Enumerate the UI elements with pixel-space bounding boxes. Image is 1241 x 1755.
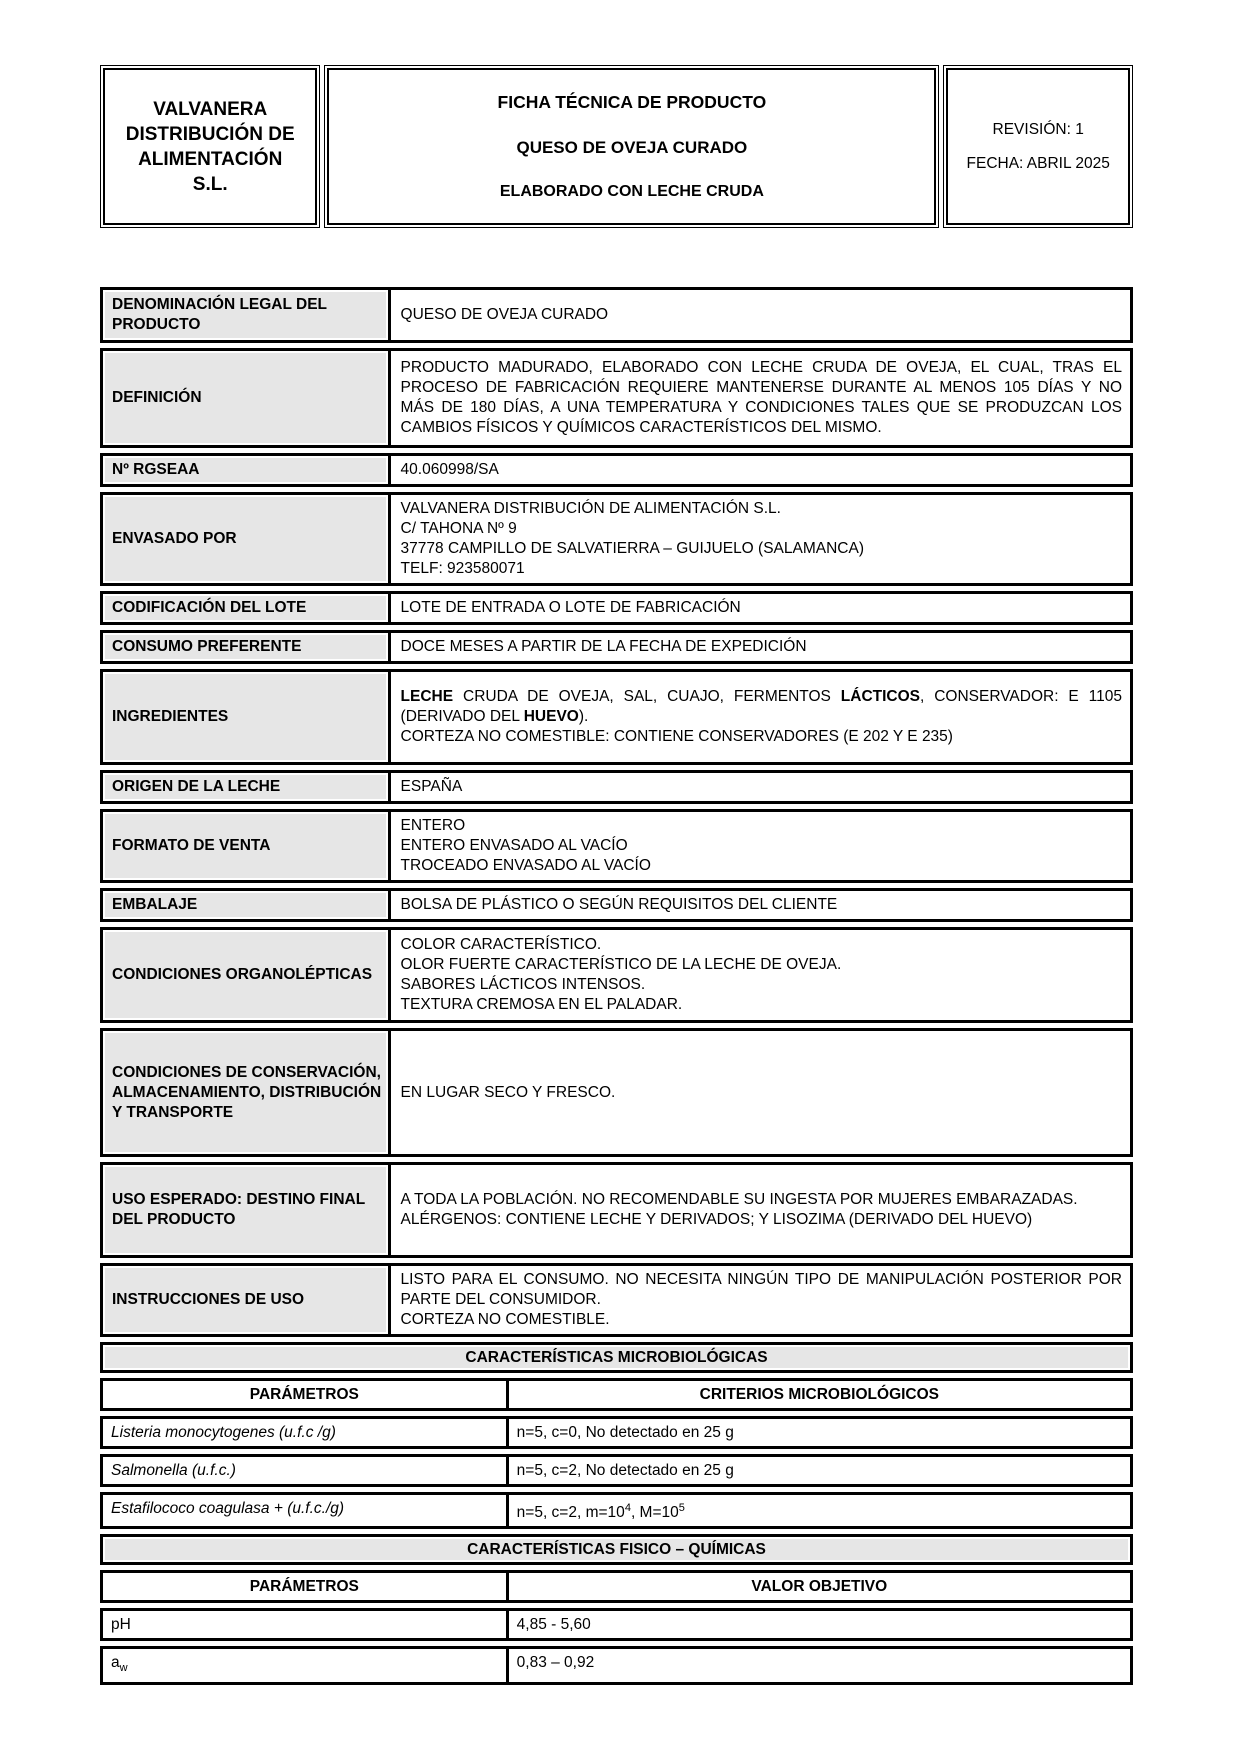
field-label: CONDICIONES DE CONSERVACIÓN, ALMACENAMIENTO, DISTRIBUCIÓN Y TRANSPORTE — [103, 1031, 391, 1154]
field-row-envasado — [100, 492, 1133, 586]
column-header-parametros: PARÁMETROS — [103, 1573, 509, 1600]
chem-table-row — [100, 1646, 1133, 1685]
field-row-instrucciones — [100, 1263, 1133, 1337]
field-value-line: ENTERO — [400, 817, 466, 834]
ingredient-text: ). — [578, 708, 589, 725]
criteria-text: , M=10 — [630, 1504, 679, 1522]
field-row-embalaje — [100, 888, 1133, 922]
document-type: FICHA TÉCNICA DE PRODUCTO — [497, 92, 767, 113]
field-value: ESPAÑA — [400, 778, 463, 795]
field-row-consumo — [100, 630, 1133, 664]
criteria-text: n=5, c=2, m=10 — [516, 1504, 625, 1522]
param-subscript: w — [119, 1662, 128, 1675]
field-value-line: VALVANERA DISTRIBUCIÓN DE ALIMENTACIÓN S.L. — [400, 500, 781, 517]
field-label: EMBALAJE — [103, 891, 391, 919]
field-value: DOCE MESES A PARTIR DE LA FECHA DE EXPEDICIÓN — [400, 638, 807, 655]
field-value: LOTE DE ENTRADA O LOTE DE FABRICACIÓN — [400, 599, 741, 616]
field-value — [401, 687, 1122, 727]
field-label: ENVASADO POR — [103, 495, 391, 583]
micro-table-row — [100, 1454, 1133, 1487]
field-label: CONDICIONES ORGANOLÉPTICAS — [103, 930, 391, 1020]
chem-value: 0,83 – 0,92 — [516, 1654, 595, 1672]
ingredient-bold: LÁCTICOS — [840, 688, 920, 705]
column-header-valor-objetivo: VALOR OBJETIVO — [751, 1578, 888, 1596]
field-value-line: ENTERO ENVASADO AL VACÍO — [400, 837, 628, 854]
micro-criteria — [509, 1495, 1130, 1526]
chem-table-row — [100, 1608, 1133, 1641]
field-row-organolepticas — [100, 927, 1133, 1023]
revision-date: FECHA: ABRIL 2025 — [966, 154, 1110, 172]
title-cell — [324, 65, 939, 228]
field-value-line: OLOR FUERTE CARACTERÍSTICO DE LA LECHE DE OVEJA. — [400, 956, 842, 973]
micro-criteria: n=5, c=2, No detectado en 25 g — [516, 1462, 734, 1479]
section-header-microbiologicas: CARACTERÍSTICAS MICROBIOLÓGICAS — [100, 1342, 1133, 1373]
field-value-line: 37778 CAMPILLO DE SALVATIERRA – GUIJUELO (SALAMANCA) — [400, 540, 864, 557]
revision-cell — [943, 65, 1133, 228]
field-row-rgseaa — [100, 453, 1133, 487]
field-label: Nº RGSEAA — [103, 456, 391, 484]
chem-param — [103, 1649, 509, 1682]
field-row-origen — [100, 770, 1133, 804]
field-label: USO ESPERADO: DESTINO FINAL DEL PRODUCTO — [103, 1165, 391, 1255]
field-row-ingredientes — [100, 669, 1133, 765]
document-header — [100, 65, 1133, 228]
section-header-fisico-quimicas: CARACTERÍSTICAS FISICO – QUÍMICAS — [100, 1534, 1133, 1565]
field-label: FORMATO DE VENTA — [103, 812, 391, 880]
field-value-line: CORTEZA NO COMESTIBLE. — [400, 1311, 610, 1328]
param-text: a — [111, 1654, 120, 1672]
product-subtitle: ELABORADO CON LECHE CRUDA — [499, 182, 764, 200]
field-row-formato — [100, 809, 1133, 883]
field-value-line: SABORES LÁCTICOS INTENSOS. — [400, 976, 646, 993]
field-label: ORIGEN DE LA LECHE — [103, 773, 391, 801]
company-name: VALVANERA DISTRIBUCIÓN DE ALIMENTACIÓN S.L. — [125, 98, 295, 195]
field-row-denominacion — [100, 287, 1133, 343]
field-value-line: A TODA LA POBLACIÓN. NO RECOMENDABLE SU INGESTA POR MUJERES EMBARAZADAS. — [400, 1191, 1078, 1208]
ingredient-bold: HUEVO — [523, 708, 579, 725]
micro-table-header — [100, 1378, 1133, 1411]
field-row-uso-esperado — [100, 1162, 1133, 1258]
field-label: DENOMINACIÓN LEGAL DEL PRODUCTO — [103, 290, 391, 340]
revision-number: REVISIÓN: 1 — [992, 120, 1084, 138]
product-name: QUESO DE OVEJA CURADO — [516, 137, 748, 157]
field-value: BOLSA DE PLÁSTICO O SEGÚN REQUISITOS DEL CLIENTE — [400, 896, 838, 913]
field-row-conservacion — [100, 1028, 1133, 1157]
field-value-line: ALÉRGENOS: CONTIENE LECHE Y DERIVADOS; Y LISOZIMA (DERIVADO DEL HUEVO) — [400, 1211, 1033, 1228]
criteria-superscript: 4 — [624, 1502, 631, 1514]
field-row-codificacion — [100, 591, 1133, 625]
field-label: CONSUMO PREFERENTE — [103, 633, 391, 661]
micro-param: Salmonella (u.f.c.) — [103, 1457, 509, 1484]
field-value: EN LUGAR SECO Y FRESCO. — [400, 1083, 616, 1101]
chem-table-header — [100, 1570, 1133, 1603]
micro-param: Listeria monocytogenes (u.f.c /g) — [103, 1419, 509, 1446]
micro-table-row — [100, 1492, 1133, 1529]
micro-param: Estafilococo coagulasa + (u.f.c./g) — [103, 1495, 509, 1526]
field-label: INSTRUCCIONES DE USO — [103, 1266, 391, 1334]
ingredient-text: , CONSERVADOR: E 1105 (DERIVADO DEL — [400, 688, 1122, 725]
micro-criteria: n=5, c=0, No detectado en 25 g — [516, 1424, 734, 1441]
ingredient-bold: LECHE — [400, 688, 454, 705]
field-value-line: COLOR CARACTERÍSTICO. — [400, 936, 602, 953]
field-label: CODIFICACIÓN DEL LOTE — [103, 594, 391, 622]
field-label: INGREDIENTES — [103, 672, 391, 762]
chem-value: 4,85 - 5,60 — [516, 1616, 591, 1634]
field-value: QUESO DE OVEJA CURADO — [400, 306, 609, 323]
field-value: PRODUCTO MADURADO, ELABORADO CON LECHE CRUDA DE OVEJA, EL CUAL, TRAS EL PROCESO DE FABRICACIÓN REQUIERE MANTENERSE DURANTE AL MENOS 105 DÍAS Y NO MÁS DE 180 DÍAS, A UNA TEMPERATURA Y CONDICIONES TALES QUE SE PRODUZCAN LOS CAMBIOS FÍSICOS Y QUÍMICOS CARACTERÍSTICOS DEL MISMO. — [400, 359, 1122, 436]
field-value-line: TEXTURA CREMOSA EN EL PALADAR. — [400, 996, 683, 1013]
field-value-line: CORTEZA NO COMESTIBLE: CONTIENE CONSERVADORES (E 202 Y E 235) — [400, 728, 953, 745]
field-value-line: LISTO PARA EL CONSUMO. NO NECESITA NINGÚN TIPO DE MANIPULACIÓN POSTERIOR POR PARTE DEL CONSUMIDOR. — [400, 1271, 1122, 1308]
company-cell — [100, 65, 320, 228]
field-value-line: TELF: 923580071 — [400, 560, 525, 577]
column-header-parametros: PARÁMETROS — [103, 1381, 509, 1408]
field-value-line: TROCEADO ENVASADO AL VACÍO — [400, 857, 651, 874]
field-row-definicion — [100, 348, 1133, 448]
column-header-criterios: CRITERIOS MICROBIOLÓGICOS — [699, 1386, 940, 1403]
field-label: DEFINICIÓN — [103, 351, 391, 445]
micro-table-row — [100, 1416, 1133, 1449]
field-value-line: C/ TAHONA Nº 9 — [400, 520, 517, 537]
field-value: 40.060998/SA — [400, 461, 499, 478]
chem-param: pH — [103, 1611, 509, 1638]
product-spec-sheet — [100, 65, 1133, 1690]
ingredient-text: CRUDA DE OVEJA, SAL, CUAJO, FERMENTOS — [453, 688, 841, 705]
criteria-superscript: 5 — [678, 1502, 685, 1514]
